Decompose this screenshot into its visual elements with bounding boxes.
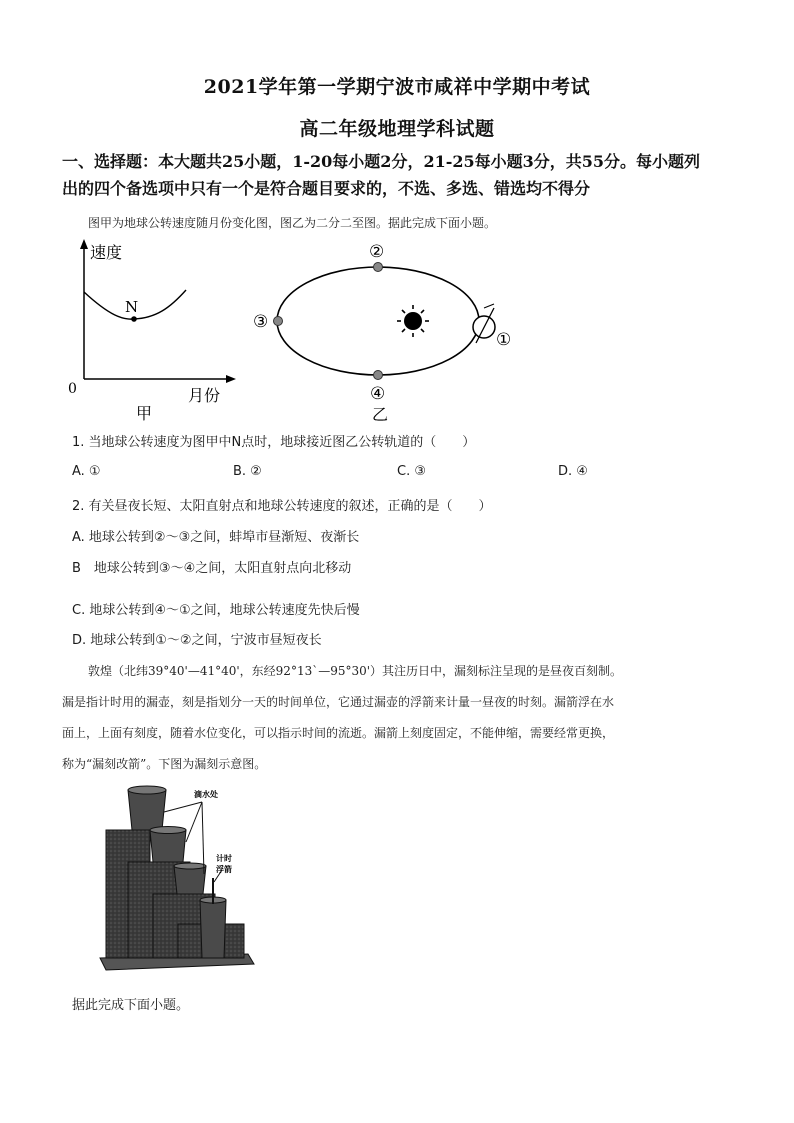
float-label-2: 浮箭 <box>216 864 232 874</box>
passage-line-2: 漏是指计时用的漏壶，刻是指划分一天的时间单位，它通过漏壶的浮箭来计量一昼夜的时刻。漏箭浮在水 <box>62 695 615 709</box>
orbit-label-4: ④ <box>370 384 386 404</box>
float-label-1: 计时 <box>216 853 232 863</box>
passage-line-4: 称为“漏刻改箭”。下图为漏刻示意图。 <box>62 757 267 771</box>
point-n-label: N <box>125 298 139 316</box>
sun-icon <box>397 305 429 337</box>
pot-1 <box>128 790 166 830</box>
x-axis-arrow <box>226 375 236 383</box>
y-axis-label: 速度 <box>90 243 123 262</box>
figure-yi-caption: 乙 <box>372 405 389 424</box>
y-axis-arrow <box>80 239 88 249</box>
outro-text: 据此完成下面小题。 <box>72 998 190 1013</box>
q2-option-a: A. 地球公转到②～③之间，蚌埠市昼渐短、夜渐长 <box>72 530 360 545</box>
q2-option-d: D. 地球公转到①～②之间，宁波市昼短夜长 <box>72 633 322 648</box>
clepsydra-figure <box>98 782 258 974</box>
q2-option-c: C. 地球公转到④～①之间，地球公转速度先快后慢 <box>72 603 360 618</box>
orbit-point-4 <box>374 371 383 380</box>
origin-label: 0 <box>68 381 77 397</box>
pot-4 <box>200 900 226 958</box>
section-heading-line1: 一、选择题：本大题共25小题，1-20每小题2分，21-25每小题3分，共55分。每小题列 <box>62 152 701 171</box>
pot-2 <box>150 830 186 862</box>
exam-title: 2021学年第一学期宁波市咸祥中学期中考试 <box>203 76 591 98</box>
q1-option-d: D. ④ <box>558 464 588 479</box>
passage <box>62 656 742 780</box>
question-1-stem: 1. 当地球公转速度为图甲中N点时，地球接近图乙公转轨道的（ ） <box>72 435 476 450</box>
passage-line-3: 面上，上面有刻度，随着水位变化，可以指示时间的流逝。漏箭上刻度固定，不能伸缩，需要经常更换， <box>62 726 615 740</box>
orbit-point-3 <box>274 317 283 326</box>
q1-option-b: B. ② <box>233 464 262 479</box>
pot-1-rim <box>128 786 166 794</box>
section-heading <box>62 148 742 202</box>
drip-label: 滴水处 <box>194 789 218 799</box>
x-axis-label: 月份 <box>188 386 221 405</box>
pot-2-rim <box>150 827 186 834</box>
orbit-ellipse <box>277 267 479 375</box>
question-2-stem: 2. 有关昼夜长短、太阳直射点和地球公转速度的叙述，正确的是（ ） <box>72 499 492 514</box>
pot-3-rim <box>174 863 206 869</box>
passage-line-1: 敦煌（北纬39°40'—41°40'，东经92°13`—95°30'）其注历日中，漏刻标注呈现的是昼夜百刻制。 <box>88 664 623 678</box>
figure-jia <box>58 236 238 424</box>
q2-option-b: B 地球公转到③～④之间，太阳直射点向北移动 <box>72 561 352 576</box>
section-heading-line2: 出的四个备选项中只有一个是符合题目要求的，不选、多选、错选均不得分 <box>62 179 591 198</box>
figure-jia-caption: 甲 <box>136 404 153 423</box>
leader-line-1 <box>164 802 202 812</box>
orbit-point-2 <box>374 263 383 272</box>
q1-option-a: A. ① <box>72 464 101 479</box>
exam-subtitle: 高二年级地理学科试题 <box>299 118 495 140</box>
pot-3 <box>174 866 206 894</box>
orbit-label-1: ① <box>496 330 512 350</box>
leader-line-3 <box>202 802 204 874</box>
orbit-label-3: ③ <box>253 312 269 332</box>
q1-option-c: C. ③ <box>397 464 426 479</box>
figure-yi <box>246 236 526 426</box>
point-n <box>131 316 137 322</box>
intro-text: 图甲为地球公转速度随月份变化图，图乙为二分二至图。据此完成下面小题。 <box>88 216 497 230</box>
orbit-label-2: ② <box>369 242 385 262</box>
leader-line-2 <box>186 802 202 842</box>
